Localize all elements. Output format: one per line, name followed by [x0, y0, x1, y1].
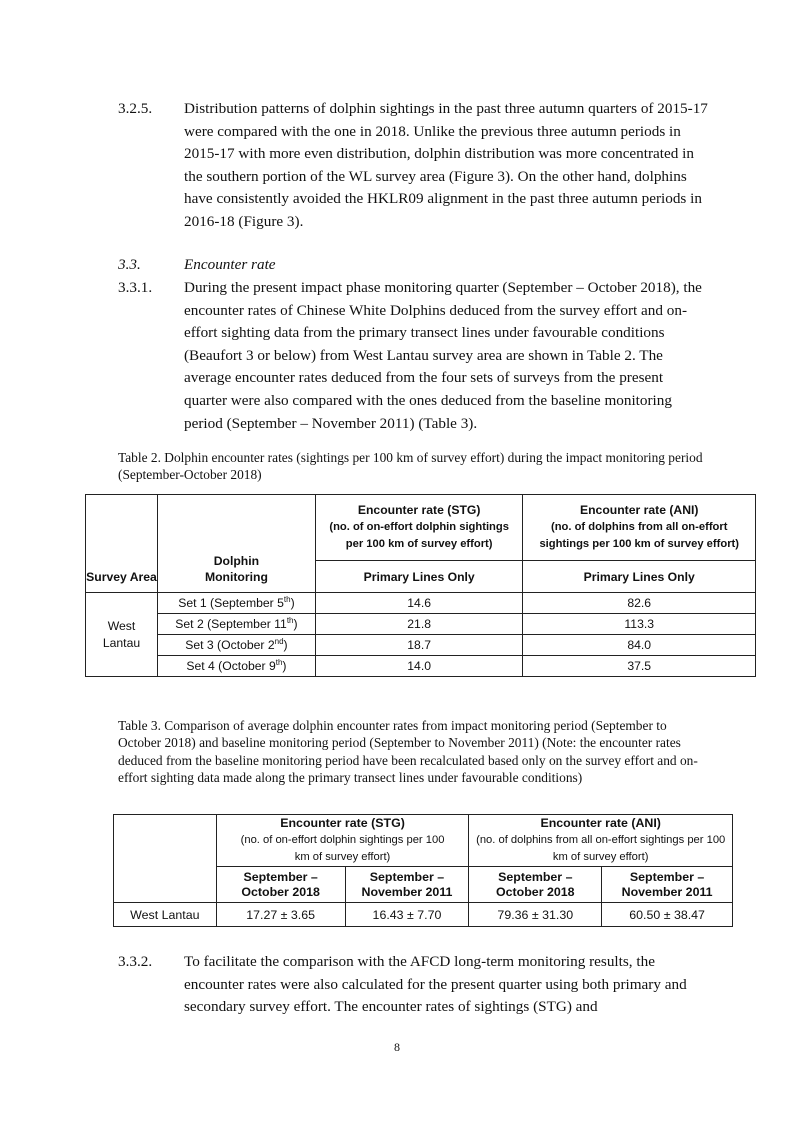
value-cell: 60.50 ± 38.47: [602, 903, 733, 927]
header-stg: [315, 495, 523, 561]
section-heading-3-3: [118, 254, 708, 277]
table-row: [114, 903, 733, 927]
stg-value: 21.8: [315, 614, 523, 635]
table-2: [85, 494, 756, 677]
ani-value: 37.5: [523, 656, 756, 677]
header-stg-title: Encounter rate (STG): [357, 503, 481, 517]
area-cell: West Lantau: [86, 593, 158, 677]
stg-value: 14.0: [315, 656, 523, 677]
ani-value: 84.0: [523, 635, 756, 656]
header-ani-desc: (no. of dolphins from all on-effort sightings per 100 km of survey effort): [539, 521, 739, 550]
period-header: September – November 2011: [345, 867, 469, 903]
table-3-caption: Table 3. Comparison of average dolphin encounter rates from impact monitoring period (September to October 2018) and baseline monitoring period (September to November 2011) (Note: the encounter rates deduced from the baseline monitoring period have been recalculated based only on the survey effort and on-effort sighting data made along the primary transect lines under favourable conditions): [118, 718, 698, 785]
paragraph-3-2-5: [118, 98, 708, 234]
subheader-stg: Primary Lines Only: [315, 561, 523, 593]
stg-value: 14.6: [315, 593, 523, 614]
header-stg-desc: (no. of on-effort dolphin sightings per 100 km of survey effort): [240, 834, 445, 863]
header-ani: [469, 815, 733, 867]
value-cell: 17.27 ± 3.65: [216, 903, 345, 927]
paragraph-3-3-2: [118, 951, 708, 1019]
stg-value: 18.7: [315, 635, 523, 656]
subheader-ani: Primary Lines Only: [523, 561, 756, 593]
header-stg-desc: (no. of on-effort dolphin sightings per 100 km of survey effort): [329, 521, 509, 550]
set-label: Set 2 (September 11th): [157, 614, 315, 635]
set-label: Set 1 (September 5th): [157, 593, 315, 614]
period-header: September – October 2018: [469, 867, 602, 903]
ani-value: 82.6: [523, 593, 756, 614]
section-number: 3.3.2.: [118, 953, 153, 970]
period-header: September – November 2011: [602, 867, 733, 903]
header-ani: [523, 495, 756, 561]
paragraph-text: During the present impact phase monitoring quarter (September – October 2018), the encounter rates of Chinese White Dolphins deduced from the survey effort and on-effort sighting data from the primary transect lines under favourable conditions (Beaufort 3 or below) from West Lantau survey area are shown in Table 2. The average encounter rates deduced from the four sets of surveys from the present quarter were also compared with the ones deduced from the baseline monitoring period (September – November 2011) (Table 3).: [184, 279, 702, 432]
header-ani-title: Encounter rate (ANI): [540, 816, 661, 830]
value-cell: 16.43 ± 7.70: [345, 903, 469, 927]
header-stg: [216, 815, 469, 867]
empty-header-cell: [114, 815, 217, 903]
table-row: [86, 593, 756, 614]
period-header: September – October 2018: [216, 867, 345, 903]
table-3: [113, 814, 733, 927]
header-dolphin-monitoring: Dolphin Monitoring: [157, 495, 315, 593]
header-stg-title: Encounter rate (STG): [280, 816, 405, 830]
header-ani-title: Encounter rate (ANI): [579, 503, 699, 517]
page-number: 8: [394, 1040, 400, 1054]
section-number: 3.3.: [118, 256, 141, 273]
section-number: 3.3.1.: [118, 279, 153, 296]
header-ani-desc: (no. of dolphins from all on-effort sightings per 100 km of survey effort): [476, 834, 726, 863]
ani-value: 113.3: [523, 614, 756, 635]
table-2-caption: Table 2. Dolphin encounter rates (sightings per 100 km of survey effort) during the impact monitoring period (September-October 2018): [118, 450, 703, 483]
header-survey-area: Survey Area: [86, 495, 158, 593]
paragraph-text: Distribution patterns of dolphin sightings in the past three autumn quarters of 2015-17 were compared with the one in 2018. Unlike the previous three autumn periods in 2015-17 with more even distribution, dolphin distribution was more concentrated in the southern portion of the WL survey area (Figure 3). On the other hand, dolphins have consistently avoided the HKLR09 alignment in the past three autumn periods in 2016-18 (Figure 3).: [184, 100, 708, 230]
table-row: [86, 656, 756, 677]
section-title: Encounter rate: [184, 256, 276, 273]
value-cell: 79.36 ± 31.30: [469, 903, 602, 927]
row-label: West Lantau: [114, 903, 217, 927]
paragraph-text: To facilitate the comparison with the AFCD long-term monitoring results, the encounter rates were also calculated for the present quarter using both primary and secondary survey effort. The encounter rates of sightings (STG) and: [184, 953, 687, 1016]
paragraph-3-3-1: [118, 277, 708, 435]
table-row: [86, 635, 756, 656]
section-number: 3.2.5.: [118, 100, 153, 117]
set-label: Set 4 (October 9th): [157, 656, 315, 677]
table-row: [86, 614, 756, 635]
set-label: Set 3 (October 2nd): [157, 635, 315, 656]
